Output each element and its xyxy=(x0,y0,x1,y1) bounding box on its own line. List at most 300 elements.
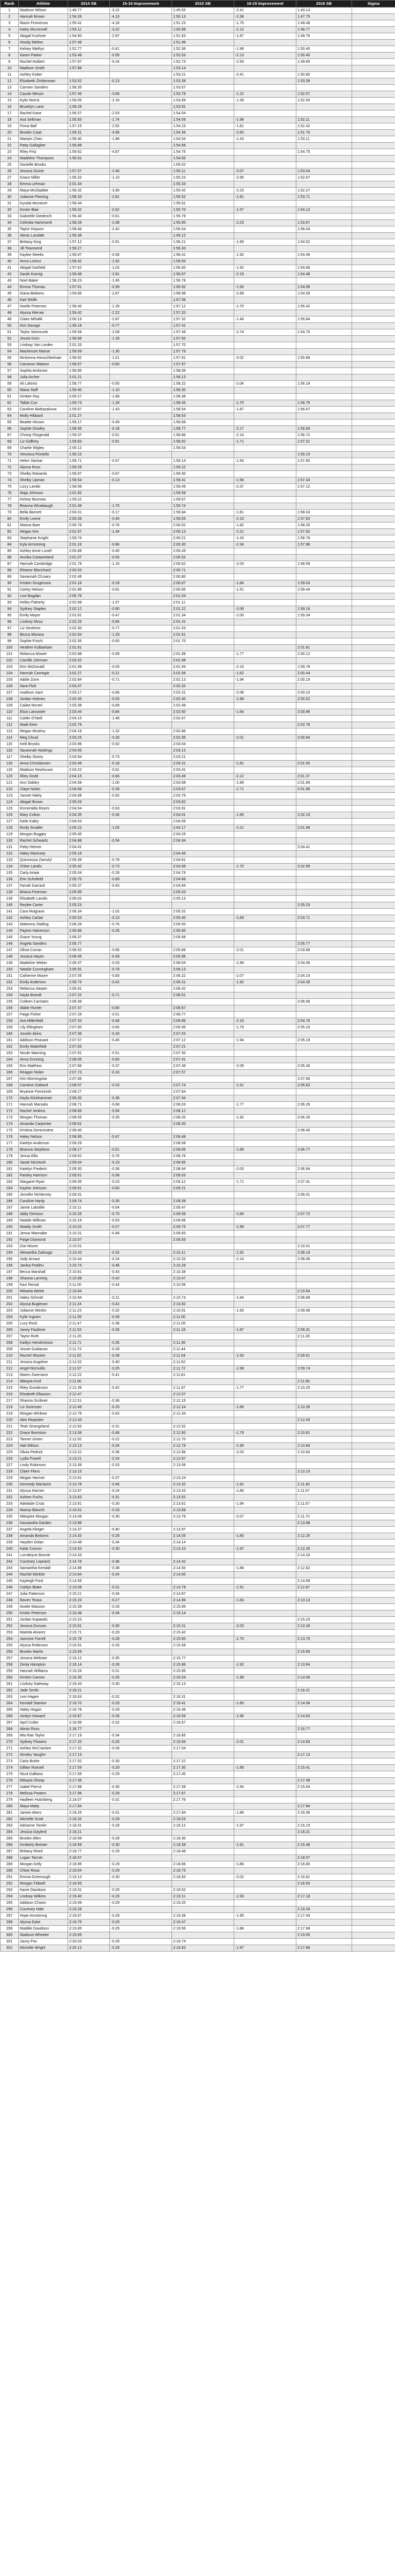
table-row xyxy=(1,1861,395,1868)
sigma-cell xyxy=(352,1849,395,1855)
athlete-cell: Jill Townsend xyxy=(19,246,68,252)
sigma-cell xyxy=(352,1346,395,1353)
rank-cell: 235 xyxy=(1,1514,19,1520)
athlete-cell: Janika Prabhu xyxy=(19,1263,68,1269)
table-row xyxy=(1,368,395,374)
improvement-15-16-cell: -0.26 xyxy=(110,1739,172,1746)
improvement-15-16-cell: -0.29 xyxy=(110,1816,172,1823)
athlete-cell: Jamie Lobstille xyxy=(19,1205,68,1211)
improvement-16-15-cell: -2.74 xyxy=(234,329,296,336)
rank-cell: 284 xyxy=(1,1829,19,1836)
table-row xyxy=(1,1688,395,1694)
sb-2016-cell: 2:07.66 xyxy=(296,1076,352,1083)
improvement-16-15-cell: -2.07 xyxy=(234,1514,296,1520)
sb-2014-cell: 2:08.61 xyxy=(68,1121,110,1128)
rank-cell: 170 xyxy=(1,1095,19,1102)
sb-2016-cell xyxy=(296,1301,352,1308)
improvement-16-15-cell: -2.41 xyxy=(234,8,296,14)
table-row xyxy=(1,902,395,909)
sb-2014-cell: 2:07.60 xyxy=(68,1025,110,1031)
athlete-cell: Paige Fisher xyxy=(19,1012,68,1018)
improvement-16-15-cell: -1.89 xyxy=(234,780,296,786)
improvement-15-16-cell: -0.34 xyxy=(110,1591,172,1598)
rank-cell: 8 xyxy=(1,53,19,59)
sb-2016-cell xyxy=(296,1372,352,1379)
sb-2016-cell xyxy=(296,1153,352,1160)
sb-2015-cell: 2:07.21 xyxy=(172,1044,234,1050)
sb-2015-cell: 2:14.42 xyxy=(172,1559,234,1565)
athlete-cell: Esmeralda Reyes xyxy=(19,806,68,812)
sigma-cell xyxy=(352,490,395,497)
improvement-16-15-cell xyxy=(234,394,296,400)
sb-2014-cell: 2:05.95 xyxy=(68,889,110,896)
improvement-16-15-cell xyxy=(234,934,296,941)
sigma-cell xyxy=(352,1842,395,1849)
improvement-16-15-cell: -2.13 xyxy=(234,53,296,59)
rank-cell: 131 xyxy=(1,844,19,851)
sb-2015-cell: 1:58.86 xyxy=(172,432,234,439)
sb-2014-cell: 2:16.87 xyxy=(68,1713,110,1720)
athlete-cell: Ava Millerfield xyxy=(19,1018,68,1025)
table-row xyxy=(1,413,395,419)
table-row xyxy=(1,1726,395,1733)
improvement-15-16-cell: -4.13 xyxy=(110,14,172,20)
improvement-16-15-cell xyxy=(234,831,296,838)
sigma-cell xyxy=(352,201,395,207)
athlete-cell: Katelyn Anderson xyxy=(19,1140,68,1147)
sigma-cell xyxy=(352,1037,395,1044)
improvement-16-15-cell xyxy=(234,1321,296,1327)
table-row xyxy=(1,1578,395,1585)
sb-2016-cell: 1:54.75 xyxy=(296,149,352,156)
sb-2016-cell xyxy=(296,1089,352,1095)
rank-cell: 88 xyxy=(1,568,19,574)
rank-cell: 213 xyxy=(1,1372,19,1379)
sb-2016-cell: 2:14.69 xyxy=(296,1578,352,1585)
improvement-15-16-cell: -0.36 xyxy=(110,1095,172,1102)
sb-2014-cell: 2:18.57 xyxy=(68,1855,110,1861)
improvement-15-16-cell: -0.28 xyxy=(110,1746,172,1752)
table-row xyxy=(1,156,395,162)
table-row xyxy=(1,1559,395,1565)
sb-2015-cell: 2:06.04 xyxy=(172,960,234,967)
table-row xyxy=(1,1095,395,1102)
sigma-cell xyxy=(352,851,395,857)
rank-cell: 239 xyxy=(1,1540,19,1546)
sigma-cell xyxy=(352,445,395,452)
sb-2016-cell: 1:59.44 xyxy=(296,587,352,593)
table-row xyxy=(1,1804,395,1810)
improvement-15-16-cell: -0.92 xyxy=(110,793,172,799)
improvement-16-15-cell xyxy=(234,1495,296,1501)
sb-2016-cell: 2:10.64 xyxy=(296,1289,352,1295)
rank-cell: 272 xyxy=(1,1752,19,1758)
table-row xyxy=(1,774,395,780)
sb-2015-cell: 2:10.38 xyxy=(172,1269,234,1276)
sigma-cell xyxy=(352,1681,395,1688)
improvement-16-15-cell xyxy=(234,1031,296,1037)
sb-2015-cell: 1:56.21 xyxy=(172,239,234,246)
improvement-16-15-cell xyxy=(234,909,296,915)
rank-cell: 65 xyxy=(1,419,19,426)
sb-2016-cell: 2:07.72 xyxy=(296,1211,352,1218)
rank-cell: 159 xyxy=(1,1025,19,1031)
sb-2016-cell: 1:49.80 xyxy=(296,59,352,65)
sb-2016-cell xyxy=(296,1475,352,1482)
improvement-16-15-cell xyxy=(234,600,296,606)
table-row xyxy=(1,1520,395,1527)
sigma-cell xyxy=(352,754,395,761)
rank-cell: 167 xyxy=(1,1076,19,1083)
athlete-cell: Paige Diamond xyxy=(19,1237,68,1243)
table-row xyxy=(1,1585,395,1591)
sigma-cell xyxy=(352,1643,395,1649)
sigma-cell xyxy=(352,1250,395,1256)
sb-2014-cell: 2:17.49 xyxy=(68,1778,110,1784)
sb-2016-cell: 1:57.43 xyxy=(296,477,352,484)
sb-2016-cell: 2:00.96 xyxy=(296,709,352,716)
sb-2016-cell xyxy=(296,1746,352,1752)
rank-cell: 98 xyxy=(1,632,19,638)
sb-2014-cell: 2:04.53 xyxy=(68,819,110,825)
sb-2015-cell: 1:57.79 xyxy=(172,349,234,355)
athlete-cell: Ashley Kober xyxy=(19,72,68,78)
sb-2016-cell: 2:06.94 xyxy=(296,1166,352,1173)
table-row xyxy=(1,1636,395,1643)
sb-2015-cell: 2:02.31 xyxy=(172,690,234,696)
table-row xyxy=(1,27,395,33)
rank-cell: 1 xyxy=(1,8,19,14)
table-row xyxy=(1,271,395,278)
improvement-15-16-cell: -0.29 xyxy=(110,1939,172,1945)
athlete-cell: Megan Harmer xyxy=(19,1475,68,1482)
sb-2016-cell: 2:02.16 xyxy=(296,812,352,819)
improvement-15-16-cell: -1.02 xyxy=(110,909,172,915)
sb-2014-cell: 2:05.22 xyxy=(68,825,110,831)
sigma-cell xyxy=(352,1604,395,1610)
sb-2014-cell: 2:16.99 xyxy=(68,1720,110,1726)
sb-2016-cell xyxy=(296,1733,352,1739)
sb-2016-cell: 1:59.15 xyxy=(296,452,352,458)
rank-cell: 165 xyxy=(1,1063,19,1070)
sb-2015-cell: 1:59.14 xyxy=(172,458,234,465)
athlete-cell: Brooke Allen xyxy=(19,1836,68,1842)
sb-2015-cell: 2:18.12 xyxy=(172,1823,234,1829)
sb-2014-cell: 1:52.77 xyxy=(68,46,110,53)
sigma-cell xyxy=(352,516,395,522)
athlete-cell: Sophia Ambrose xyxy=(19,368,68,374)
improvement-15-16-cell: -0.58 xyxy=(110,1173,172,1179)
table-row xyxy=(1,1881,395,1887)
improvement-16-15-cell xyxy=(234,349,296,355)
sb-2016-cell: 2:13.75 xyxy=(296,1636,352,1643)
sigma-cell xyxy=(352,1758,395,1765)
athlete-cell: Jessica Gorrie xyxy=(19,168,68,175)
sb-2016-cell xyxy=(296,1655,352,1662)
sb-2014-cell: 2:07.86 xyxy=(68,1063,110,1070)
rank-cell: 175 xyxy=(1,1128,19,1134)
sigma-cell xyxy=(352,1243,395,1250)
improvement-16-15-cell: -2.14 xyxy=(234,432,296,439)
athlete-cell: Erin Matthew xyxy=(19,1063,68,1070)
improvement-15-16-cell: -0.83 xyxy=(110,973,172,980)
sb-2016-cell: 2:16.48 xyxy=(296,1842,352,1849)
sb-2016-cell: 2:18.57 xyxy=(296,1855,352,1861)
sb-2015-cell: 2:19.47 xyxy=(172,1919,234,1926)
rank-cell: 16 xyxy=(1,104,19,111)
rank-cell: 198 xyxy=(1,1276,19,1282)
sb-2016-cell xyxy=(296,568,352,574)
improvement-16-15-cell xyxy=(234,851,296,857)
table-row xyxy=(1,445,395,452)
rank-cell: 155 xyxy=(1,999,19,1005)
sigma-cell xyxy=(352,1585,395,1591)
sb-2014-cell: 2:03.44 xyxy=(68,709,110,716)
sb-2015-cell: 1:55.42 xyxy=(172,188,234,194)
improvement-15-16-cell: -0.95 xyxy=(110,53,172,59)
athlete-cell: Alyssa Bugleson xyxy=(19,1301,68,1308)
improvement-15-16-cell: -1.45 xyxy=(110,278,172,284)
table-row xyxy=(1,130,395,136)
table-row xyxy=(1,149,395,156)
sb-2014-cell: 2:16.14 xyxy=(68,1662,110,1668)
athlete-cell: Elizabeth Landis xyxy=(19,896,68,902)
sb-2016-cell xyxy=(296,85,352,91)
rank-cell: 85 xyxy=(1,548,19,555)
improvement-16-15-cell xyxy=(234,1205,296,1211)
athlete-cell: Morgan Thomas xyxy=(19,1115,68,1121)
improvement-15-16-cell: -0.90 xyxy=(110,606,172,613)
table-row xyxy=(1,1301,395,1308)
improvement-16-15-cell xyxy=(234,1559,296,1565)
sb-2016-cell xyxy=(296,986,352,992)
sb-2015-cell: 2:05.86 xyxy=(172,947,234,954)
athlete-cell: Raven Teasa xyxy=(19,1598,68,1604)
sb-2014-cell: 1:58.95 xyxy=(68,368,110,374)
rank-cell: 287 xyxy=(1,1849,19,1855)
improvement-16-15-cell: -1.77 xyxy=(234,651,296,658)
sigma-cell xyxy=(352,651,395,658)
rank-cell: 238 xyxy=(1,1533,19,1540)
improvement-15-16-cell xyxy=(110,445,172,452)
sigma-cell xyxy=(352,1546,395,1552)
sb-2014-cell: 2:06.73 xyxy=(68,980,110,986)
athlete-cell: Maren Zwemann xyxy=(19,1372,68,1379)
rank-cell: 150 xyxy=(1,967,19,973)
improvement-16-15-cell: -2.03 xyxy=(234,561,296,568)
sigma-cell xyxy=(352,1366,395,1372)
athlete-cell: Amanda Carpenter xyxy=(19,1121,68,1128)
rank-cell: 174 xyxy=(1,1121,19,1128)
rank-cell: 169 xyxy=(1,1089,19,1095)
athlete-cell: Celestia Hammond xyxy=(19,220,68,226)
sb-2015-cell: 2:01.94 xyxy=(172,664,234,671)
improvement-16-15-cell: -1.75 xyxy=(234,1636,296,1643)
sb-2016-cell xyxy=(296,1630,352,1636)
rank-cell: 104 xyxy=(1,671,19,677)
improvement-15-16-cell: -0.46 xyxy=(110,1263,172,1269)
improvement-15-16-cell: -0.41 xyxy=(110,1372,172,1379)
table-row xyxy=(1,1050,395,1057)
sb-2016-cell: 2:16.80 xyxy=(296,1861,352,1868)
sb-2014-cell: 2:10.74 xyxy=(68,1263,110,1269)
rank-cell: 86 xyxy=(1,555,19,561)
rank-cell: 7 xyxy=(1,46,19,53)
sigma-cell xyxy=(352,1578,395,1585)
sigma-cell xyxy=(352,1456,395,1462)
sb-2015-cell: 2:08.48 xyxy=(172,1134,234,1140)
header-15-16-improvement: 15-16 Improvement xyxy=(110,1,172,8)
improvement-15-16-cell: -0.29 xyxy=(110,1707,172,1713)
sb-2016-cell xyxy=(296,1340,352,1346)
sigma-cell xyxy=(352,1256,395,1263)
improvement-16-15-cell xyxy=(234,1237,296,1243)
sb-2016-cell: 1:54.99 xyxy=(296,284,352,291)
sb-2015-cell: 2:04.25 xyxy=(172,831,234,838)
rank-cell: 66 xyxy=(1,426,19,432)
sigma-cell xyxy=(352,484,395,490)
sb-2015-cell: 1:56.78 xyxy=(172,278,234,284)
improvement-16-15-cell: -1.92 xyxy=(234,252,296,259)
athlete-cell: Courtney Lepeard xyxy=(19,1559,68,1565)
rank-cell: 117 xyxy=(1,754,19,761)
improvement-15-16-cell: -0.91 xyxy=(110,239,172,246)
rank-cell: 179 xyxy=(1,1153,19,1160)
table-row xyxy=(1,387,395,394)
table-row xyxy=(1,1758,395,1765)
sigma-cell xyxy=(352,1102,395,1108)
improvement-15-16-cell: -0.66 xyxy=(110,774,172,780)
sb-2015-cell: 2:00.87 xyxy=(172,580,234,587)
table-row xyxy=(1,1353,395,1359)
sb-2015-cell: 2:05.13 xyxy=(172,896,234,902)
table-row xyxy=(1,780,395,786)
improvement-15-16-cell xyxy=(110,65,172,72)
athlete-cell: Kimber Ray xyxy=(19,394,68,400)
sb-2014-cell: 2:12.76 xyxy=(68,1411,110,1417)
improvement-16-15-cell: -1.84 xyxy=(234,1211,296,1218)
sb-2014-cell: 2:01.33 xyxy=(68,342,110,349)
sb-2016-cell: 1:54.75 xyxy=(296,329,352,336)
sb-2015-cell: 2:05.40 xyxy=(172,915,234,922)
sb-2015-cell: 1:54.36 xyxy=(172,130,234,136)
improvement-16-15-cell xyxy=(234,799,296,806)
sigma-cell xyxy=(352,877,395,883)
table-row xyxy=(1,555,395,561)
improvement-16-15-cell xyxy=(234,1771,296,1778)
athlete-cell: Jacey Fox xyxy=(19,1939,68,1945)
sigma-cell xyxy=(352,774,395,780)
table-row xyxy=(1,587,395,593)
sb-2014-cell: 1:59.09 xyxy=(68,349,110,355)
sigma-cell xyxy=(352,394,395,400)
sigma-cell xyxy=(352,1437,395,1443)
athlete-cell: Abby Denison xyxy=(19,1211,68,1218)
sb-2015-cell: 2:14.50 xyxy=(172,1565,234,1572)
athlete-cell: Carly Burke xyxy=(19,1758,68,1765)
sb-2015-cell: 1:51.63 xyxy=(172,33,234,40)
sb-2016-cell xyxy=(296,1694,352,1701)
table-row xyxy=(1,735,395,741)
sb-2015-cell: 1:55.90 xyxy=(172,220,234,226)
rank-cell: 115 xyxy=(1,741,19,748)
rank-cell: 119 xyxy=(1,767,19,774)
sigma-cell xyxy=(352,1804,395,1810)
improvement-16-15-cell xyxy=(234,568,296,574)
athlete-cell: Madison Wilson xyxy=(19,8,68,14)
table-row xyxy=(1,407,395,413)
athlete-cell: Maya McGladder xyxy=(19,188,68,194)
athlete-cell: Patty Gallagher xyxy=(19,143,68,149)
table-row xyxy=(1,522,395,529)
sigma-cell xyxy=(352,1443,395,1449)
improvement-15-16-cell: -0.35 xyxy=(110,1115,172,1121)
rank-cell: 162 xyxy=(1,1044,19,1050)
sb-2016-cell: 2:17.18 xyxy=(296,1894,352,1900)
sb-2016-cell xyxy=(296,793,352,799)
sb-2016-cell: 2:01.96 xyxy=(296,825,352,831)
table-row xyxy=(1,1166,395,1173)
sigma-cell xyxy=(352,1179,395,1186)
rank-cell: 152 xyxy=(1,980,19,986)
sb-2016-cell: 1:56.18 xyxy=(296,381,352,387)
sigma-cell xyxy=(352,735,395,741)
rank-cell: 68 xyxy=(1,439,19,445)
rank-cell: 270 xyxy=(1,1739,19,1746)
improvement-16-15-cell: -1.54 xyxy=(234,458,296,465)
sb-2016-cell xyxy=(296,1495,352,1501)
athlete-cell: Lexi Bogdan xyxy=(19,593,68,600)
sb-2015-cell: 1:53.79 xyxy=(172,91,234,98)
sb-2015-cell: 2:15.50 xyxy=(172,1636,234,1643)
improvement-15-16-cell: -0.30 xyxy=(110,1546,172,1552)
table-row xyxy=(1,857,395,864)
sb-2016-cell: 2:17.68 xyxy=(296,1926,352,1932)
table-row xyxy=(1,1939,395,1945)
sigma-cell xyxy=(352,1668,395,1675)
athlete-cell: Lizzy Landis xyxy=(19,484,68,490)
sb-2015-cell: 1:52.73 xyxy=(172,59,234,65)
sb-2016-cell: 1:49.48 xyxy=(296,20,352,27)
rank-cell: 297 xyxy=(1,1913,19,1919)
sb-2015-cell: 2:18.83 xyxy=(172,1874,234,1881)
table-row xyxy=(1,484,395,490)
improvement-16-15-cell xyxy=(234,1604,296,1610)
sb-2016-cell: 2:05.83 xyxy=(296,1083,352,1089)
rank-cell: 105 xyxy=(1,677,19,683)
sb-2016-cell: 2:09.31 xyxy=(296,1192,352,1198)
improvement-16-15-cell: -1.84 xyxy=(234,1295,296,1301)
improvement-15-16-cell: -0.55 xyxy=(110,555,172,561)
improvement-16-15-cell xyxy=(234,741,296,748)
rank-cell: 187 xyxy=(1,1205,19,1211)
sb-2015-cell: 2:03.67 xyxy=(172,786,234,793)
athlete-cell: Eliza Lancaster xyxy=(19,709,68,716)
improvement-15-16-cell: -0.39 xyxy=(110,1314,172,1321)
sb-2015-cell: 2:19.83 xyxy=(172,1945,234,1952)
table-row xyxy=(1,915,395,922)
sigma-cell xyxy=(352,580,395,587)
athlete-cell: Taylor Siemiczek xyxy=(19,329,68,336)
sb-2016-cell xyxy=(296,748,352,754)
rank-cell: 9 xyxy=(1,59,19,65)
sigma-cell xyxy=(352,1636,395,1643)
table-row xyxy=(1,683,395,690)
athlete-cell: Emily Leone xyxy=(19,516,68,522)
table-row xyxy=(1,342,395,349)
sb-2014-cell: 2:03.38 xyxy=(68,703,110,709)
sb-2014-cell: 1:54.60 xyxy=(68,33,110,40)
